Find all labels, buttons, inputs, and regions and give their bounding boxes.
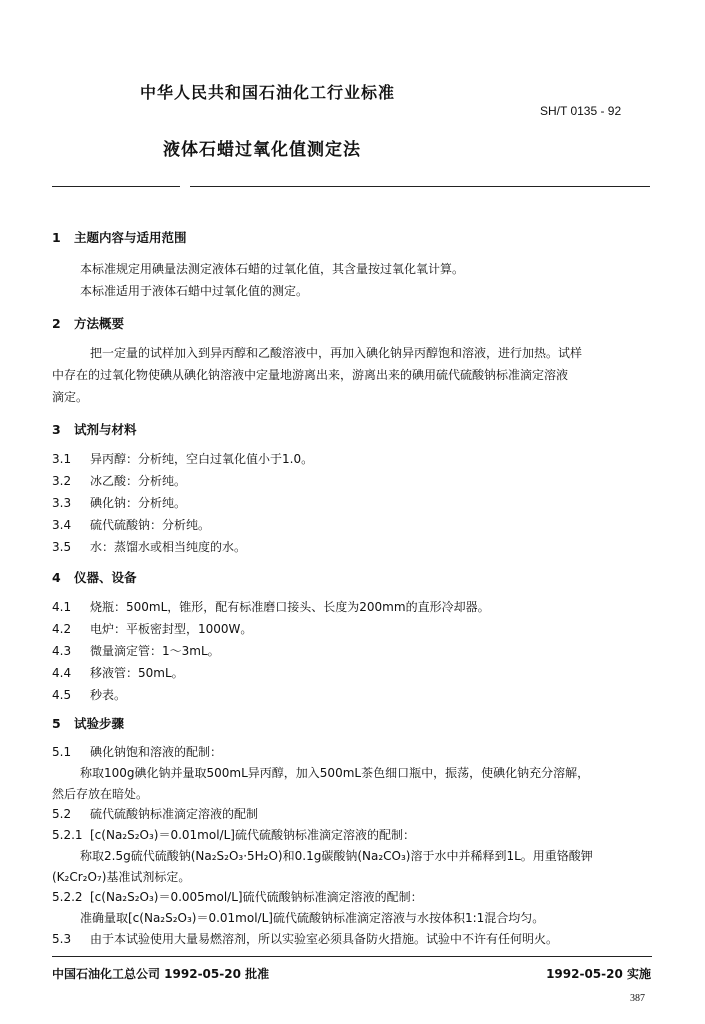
title-rule-right [190, 186, 650, 187]
list-item: 3.3 碘化钠：分析纯。 [52, 496, 187, 510]
subsection-5-2-1-line-2: (K₂Cr₂O₇)基准试剂标定。 [52, 870, 191, 884]
section-5-heading: 5 试验步骤 [52, 716, 125, 731]
subsection-5-2-2: 5.2.2 [c(Na₂S₂O₃)＝0.005mol/L]硫代硫酸钠标准滴定溶液的配制： [52, 890, 423, 904]
list-item: 4.2 电炉：平板密封型，1000W。 [52, 622, 253, 636]
subsection-5-1: 5.1 碘化钠饱和溶液的配制： [52, 745, 223, 759]
list-item: 4.4 移液管：50mL。 [52, 666, 184, 680]
subsection-5-2: 5.2 硫代硫酸钠标准滴定溶液的配制 [52, 807, 259, 821]
section-2-line-3: 滴定。 [52, 390, 89, 404]
page-number: 387 [630, 993, 645, 1004]
list-item: 4.5 秒表。 [52, 688, 127, 702]
footer-rule [52, 956, 652, 957]
section-2-heading: 2 方法概要 [52, 316, 125, 331]
effective-date: 1992-05-20 实施 [546, 967, 651, 981]
list-item: 3.5 水：蒸馏水或相当纯度的水。 [52, 540, 247, 554]
section-4-heading: 4 仪器、设备 [52, 570, 137, 585]
section-2-line-1: 把一定量的试样加入到异丙醇和乙酸溶液中，再加入碘化钠异丙醇饱和溶液，进行加热。试样 [90, 346, 583, 360]
document-title: 液体石蜡过氧化值测定法 [163, 140, 361, 160]
subsection-5-3: 5.3 由于本试验使用大量易燃溶剂，所以实验室必须具备防火措施。试验中不许有任何明火。 [52, 932, 559, 946]
list-item: 3.4 硫代硫酸钠：分析纯。 [52, 518, 211, 532]
subsection-5-2-1-line-1: 称取2.5g硫代硫酸钠(Na₂S₂O₃·5H₂O)和0.1g碳酸钠(Na₂CO₃)溶于水中并稀释到1L。用重铬酸钾 [80, 849, 593, 863]
list-item: 4.3 微量滴定管：1～3mL。 [52, 644, 220, 658]
list-item: 3.2 冰乙酸：分析纯。 [52, 474, 187, 488]
subsection-5-2-1: 5.2.1 [c(Na₂S₂O₃)＝0.01mol/L]硫代硫酸钠标准滴定溶液的配制： [52, 828, 415, 842]
list-item: 3.1 异丙醇：分析纯，空白过氧化值小于1.0。 [52, 452, 314, 466]
standard-type-heading: 中华人民共和国石油化工行业标准 [140, 83, 396, 102]
list-item: 4.1 烧瓶：500mL，锥形，配有标准磨口接头、长度为200mm的直形冷却器。 [52, 600, 490, 614]
subsection-5-2-2-line: 准确量取[c(Na₂S₂O₃)＝0.01mol/L]硫代硫酸钠标准滴定溶液与水按体积1:1混合均匀。 [80, 911, 545, 925]
section-2-line-2: 中存在的过氧化物使碘从碘化钠溶液中定量地游离出来，游离出来的碘用硫代硫酸钠标准滴定溶液 [52, 368, 569, 382]
section-1-heading: 1 主题内容与适用范围 [52, 230, 187, 245]
standard-code: SH/T 0135 - 92 [540, 104, 622, 118]
title-rule-left [52, 186, 180, 187]
subsection-5-1-line-1: 称取100g碘化钠并量取500mL异丙醇，加入500mL茶色细口瓶中，振荡，使碘化钠充分溶解， [80, 766, 590, 780]
section-1-paragraph-2: 本标准适用于液体石蜡中过氧化值的测定。 [80, 284, 309, 298]
section-1-paragraph-1: 本标准规定用碘量法测定液体石蜡的过氧化值，其含量按过氧化氧计算。 [80, 262, 465, 276]
subsection-5-1-line-2: 然后存放在暗处。 [52, 787, 149, 801]
section-3-heading: 3 试剂与材料 [52, 422, 137, 437]
approval-note: 中国石油化工总公司 1992-05-20 批准 [52, 967, 270, 981]
